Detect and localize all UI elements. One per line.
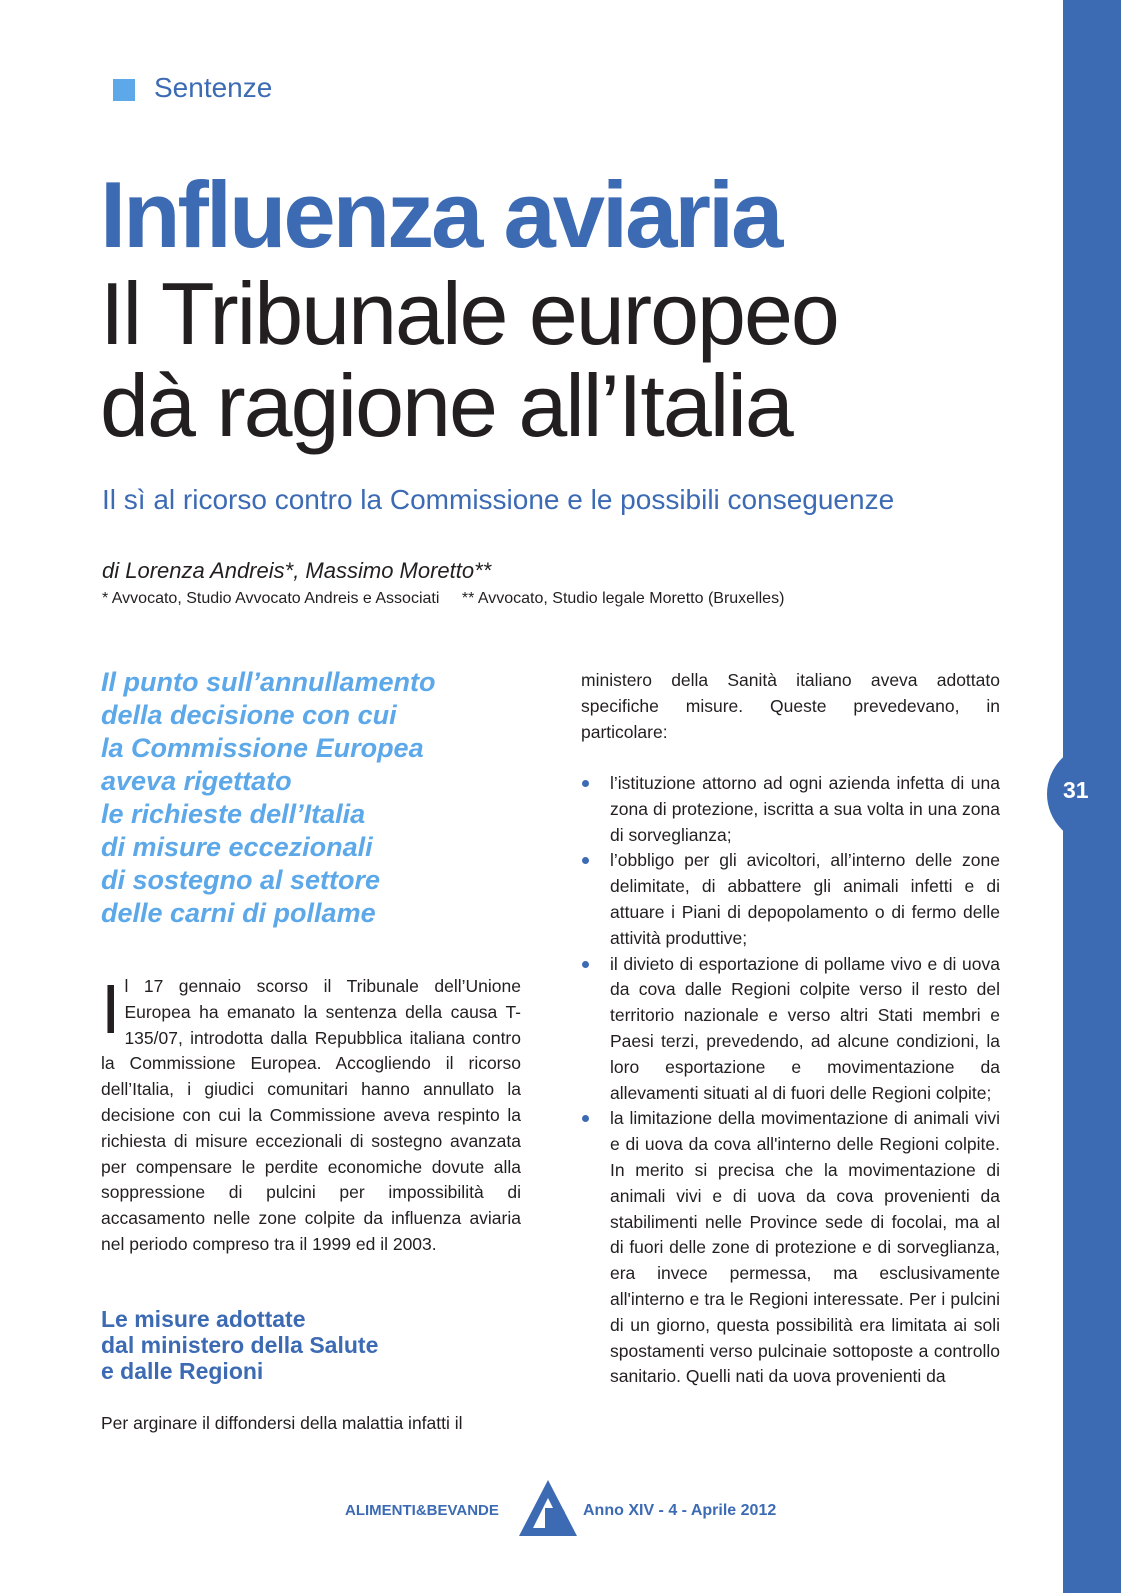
section-heading-line: dal ministero della Salute <box>101 1332 379 1358</box>
affiliation: * Avvocato, Studio Avvocato Andreis e Associati <box>102 590 440 607</box>
section-label: Sentenze <box>154 72 273 103</box>
triangle-logo-icon <box>517 1478 579 1538</box>
pull-quote-line: aveva rigettato <box>101 766 292 796</box>
bullet-icon <box>582 780 589 787</box>
body-paragraph-intro <box>101 970 521 1258</box>
pull-quote-line: di misure eccezionali <box>101 832 373 862</box>
affiliation: ** Avvocato, Studio legale Moretto (Bruxelles) <box>461 590 785 607</box>
list-item <box>581 952 1000 1107</box>
body-paragraph-measures: Per arginare il diffondersi della malattia infatti il <box>101 1413 463 1433</box>
footer-issue: Anno XIV - 4 - Aprile 2012 <box>583 1502 777 1519</box>
pull-quote-line: la Commissione Europea <box>101 733 424 763</box>
pull-quote-line: le richieste dell’Italia <box>101 799 366 829</box>
article-title: Influenza aviaria <box>100 162 781 267</box>
body-paragraph-continued: ministero della Sanità italiano aveva adottato specifiche misure. Queste prevedevano, in particolare: <box>581 670 1000 742</box>
footer-brand: ALIMENTI&BEVANDE <box>345 1502 499 1519</box>
section-heading-line: e dalle Regioni <box>101 1358 264 1384</box>
pull-quote <box>101 666 541 930</box>
body-text: l 17 gennaio scorso il Tribunale dell’Unione Europea ha emanato la sentenza della causa T-135/07, introdotta dalla Repubblica italiana contro la Commissione Europea. Accogliendo il ricorso dell’Italia, i giudici comunitari hanno annullato la decisione con cui la Commissione aveva respinto la richiesta di misure eccezionali di sostegno avanzata per compensare le perdite economiche dovute alla soppressione di pulcini per impossibilità di accasamento nelle zone colpite da influenza aviaria nel periodo compreso tra il 1999 ed il 2003. <box>101 976 521 1254</box>
section-marker-icon <box>113 79 135 101</box>
list-item-text: l’istituzione attorno ad ogni azienda infetta di una zona di protezione, iscritta a sua volta in una zona di sorveglianza; <box>610 773 1000 845</box>
bullet-icon <box>582 961 589 968</box>
measures-list <box>581 771 1000 1390</box>
byline: di Lorenza Andreis*, Massimo Moretto** <box>102 558 492 583</box>
pull-quote-line: Il punto sull’annullamento <box>101 667 436 697</box>
pull-quote-line: della decisione con cui <box>101 700 397 730</box>
bullet-icon <box>582 857 589 864</box>
list-item-text: l’obbligo per gli avicoltori, all’interno delle zone delimitate, di abbattere gli animali infetti e di attuare i Piani di depopolamento o di fermo delle attività produttive; <box>610 850 1000 948</box>
article-title-sub-line: Il Tribunale europeo <box>100 264 838 363</box>
article-title-sub-line: dà ragione all’Italia <box>100 356 792 455</box>
list-item-text: il divieto di esportazione di pollame vivo e di uova da cova dalle Regioni colpite verso il resto del territorio nazionale e verso altri Stati membri e Paesi terzi, prevedendo, ad alcune condizioni, la loro esportazione e movimentazione da allevamenti situati al di fuori delle Regioni colpite; <box>610 953 1000 1103</box>
author-affiliations <box>102 590 784 608</box>
list-item <box>581 771 1000 848</box>
page-number: 31 <box>1063 777 1089 803</box>
drop-cap: I <box>101 970 121 1048</box>
section-heading-line: Le misure adottate <box>101 1306 306 1332</box>
article-title-sub <box>100 264 838 455</box>
pull-quote-line: delle carni di pollame <box>101 898 376 928</box>
list-item-text: la limitazione della movimentazione di animali vivi e di uova da cova all'interno delle Regioni colpite. In merito si precisa che la movimentazione di animali vivi e di uova da cova provenienti da stabilimenti nelle Province sede di focolai, ma al di fuori delle zone di protezione e di sorveglianza, era invece permessa, ma esclusivamente all'interno e tra le Regioni interessate. Per i pulcini di un giorno, questa possibilità era limitata ai soli spostamenti verso pulcinaie sottoposte a controllo sanitario. Quelli nati da uova provenienti da <box>610 1108 1000 1387</box>
bullet-icon <box>582 1115 589 1122</box>
pull-quote-line: di sostegno al settore <box>101 865 381 895</box>
section-heading <box>101 1306 531 1384</box>
list-item <box>581 1106 1000 1390</box>
list-item <box>581 848 1000 951</box>
article-subtitle: Il sì al ricorso contro la Commissione e le possibili conseguenze <box>102 484 895 515</box>
